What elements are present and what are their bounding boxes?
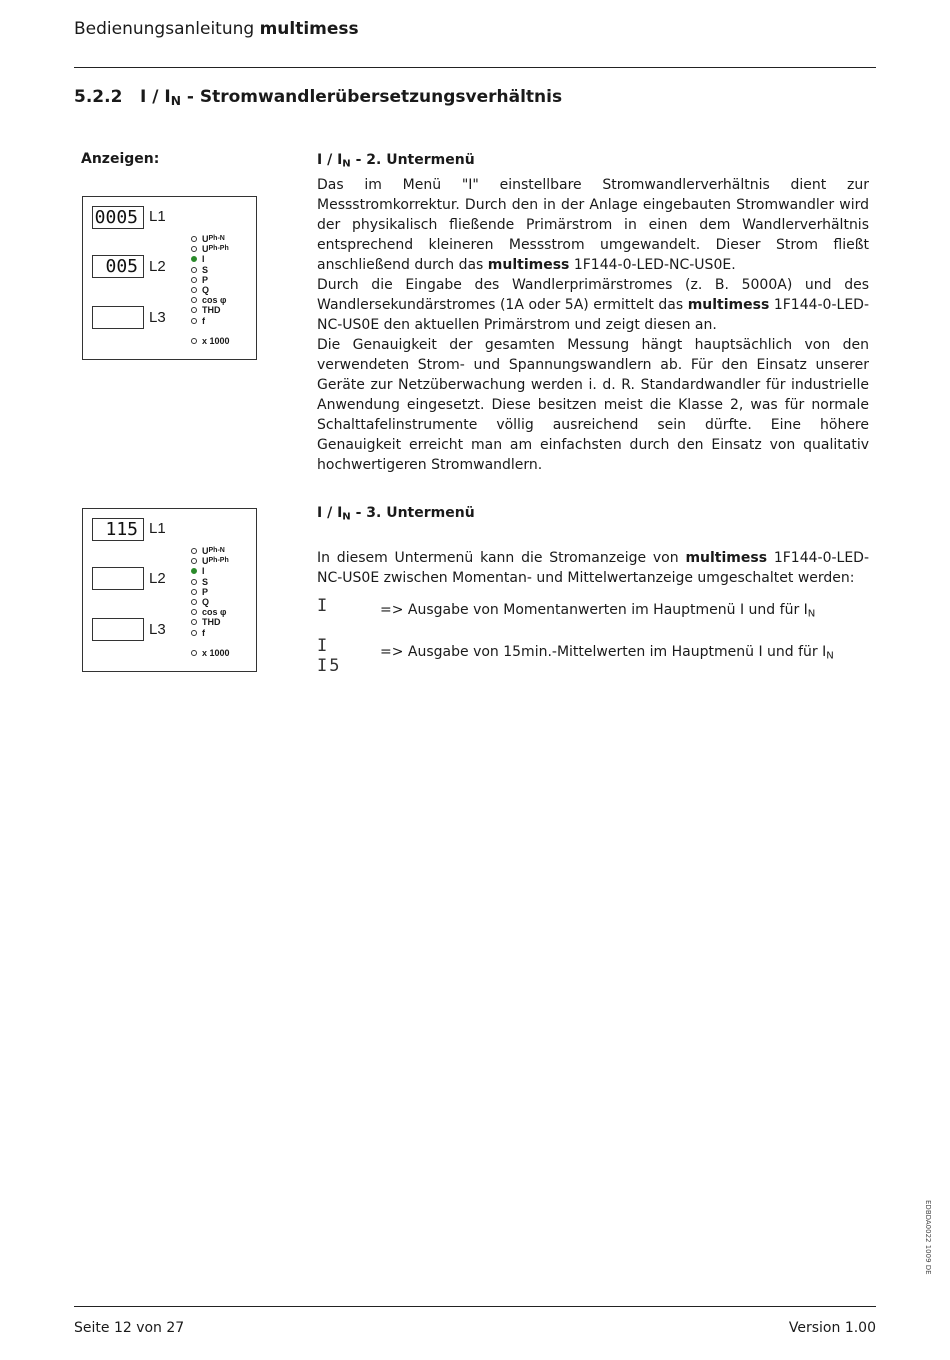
footer-rule xyxy=(74,1306,876,1307)
indicator-label: U xyxy=(202,556,209,567)
indicator-label: cos φ xyxy=(202,295,227,306)
indicator-row xyxy=(191,275,230,285)
indicator-row xyxy=(191,265,230,275)
submenu2-heading: I / $I_N - 2$. Untermenü xyxy=(317,152,475,170)
header-title: Bedienungsanleitung multimess xyxy=(74,19,359,39)
indicator-row xyxy=(191,316,230,326)
led-inactive-icon xyxy=(191,630,197,636)
phase-label-l2: L2 xyxy=(149,570,166,587)
led-inactive-icon xyxy=(191,609,197,615)
lcd-l1: 115 xyxy=(92,518,144,541)
submenu3-paragraph: In diesem Untermenü kann die Stromanzeige von multimess 1F144-0-LED-NC-US0E zwischen Momentan- und Mittelwertanzeige umgeschaltet werden: xyxy=(317,549,870,586)
led-inactive-icon xyxy=(191,318,197,324)
lcd-l1: 0005 xyxy=(92,206,144,229)
indicator-label: P xyxy=(202,586,209,597)
version-label: Version 1.00 xyxy=(788,1320,876,1336)
led-active-icon xyxy=(191,256,197,262)
submenu2-text xyxy=(317,150,869,475)
led-inactive-icon xyxy=(191,338,197,344)
anzeigen-label: Anzeigen: xyxy=(81,151,160,167)
lcd-l2 xyxy=(92,567,144,590)
document-code: EDBDA0022 1009 DE xyxy=(924,1200,932,1275)
indicator-label: U xyxy=(202,244,209,255)
indicator-row xyxy=(191,295,230,305)
indicator-label: U xyxy=(202,234,209,244)
led-inactive-icon xyxy=(191,599,197,605)
phase-label-l3: L3 xyxy=(149,621,166,638)
section-number: 5.2.2 xyxy=(74,87,123,107)
led-inactive-icon xyxy=(191,548,197,554)
multiplier-label: x 1000 xyxy=(202,335,230,346)
page-number: Seite 12 von 27 xyxy=(74,1320,185,1336)
indicator-row: U Ph-Ph xyxy=(191,556,230,566)
multiplier-label: x 1000 xyxy=(202,647,230,658)
indicator-label: f xyxy=(202,315,205,326)
submenu3-heading: I / $I_N - 3$. Untermenü xyxy=(317,505,475,523)
indicator-list xyxy=(191,546,230,658)
multiplier-row xyxy=(191,648,230,658)
header-rule xyxy=(74,67,876,68)
indicator-label: Q xyxy=(202,284,210,295)
led-inactive-icon xyxy=(191,579,197,585)
lcd-l3 xyxy=(92,618,144,641)
section-title: 5.2.2 I / $I_N$ - Stromwandlerübersetzungsverhältnis xyxy=(74,87,563,109)
indicator-row xyxy=(191,254,230,264)
led-inactive-icon xyxy=(191,287,197,293)
display-panel-2 xyxy=(82,508,257,672)
led-inactive-icon xyxy=(191,236,197,242)
header-brand: multimess xyxy=(259,19,359,39)
led-inactive-icon xyxy=(191,307,197,313)
lcd-l3 xyxy=(92,306,144,329)
led-inactive-icon xyxy=(191,558,197,564)
phase-label-l2: L2 xyxy=(149,258,166,275)
indicator-label: cos φ xyxy=(202,607,227,618)
option-text: => Ausgabe von 15min.-Mittelwerten im Hauptmenü I und für $I_N$ xyxy=(380,644,834,662)
indicator-row xyxy=(191,597,230,607)
led-inactive-icon xyxy=(191,267,197,273)
option-lcd-symbol: I I5 xyxy=(317,636,342,676)
option-text: => Ausgabe von Momentanwerten im Hauptmenü I und für $I_N$ xyxy=(380,602,816,620)
indicator-row: U Ph-Ph xyxy=(191,244,230,254)
option-lcd-symbol: I xyxy=(317,596,330,616)
indicator-row xyxy=(191,617,230,627)
indicator-label: S xyxy=(202,264,209,275)
indicator-row xyxy=(191,607,230,617)
led-inactive-icon xyxy=(191,650,197,656)
multiplier-row xyxy=(191,336,230,346)
display-panel-1 xyxy=(82,196,257,360)
indicator-label: U xyxy=(202,546,209,556)
phase-label-l1: L1 xyxy=(149,208,166,225)
submenu2-paragraph-2: Durch die Eingabe des Wandlerprimärstromes (z. B. 5000A) und des Wandlersekundärstromes (1A oder 5A) ermittelt das multimess 1F144-0-LED-NC-US0E den aktuellen Primärstrom und zeigt diesen an. xyxy=(317,276,869,333)
submenu2-paragraph-1: Das im Menü "I" einstellbare Stromwandlerverhältnis dient zur Messstromkorrektur. Durch den in der Anlage eingebauten Stromwandler wird der physikalisch fließende Primärstrom in einen dem Wandlerverhältnis entsprechend kleineren Messstrom umgewandelt. Dieser Strom fließt anschließend durch das multimess 1F144-0-LED-NC-US0E. xyxy=(317,176,869,273)
submenu2-paragraph-3: Die Genauigkeit der gesamten Messung hängt hauptsächlich von den verwendeten Strom- und Spannungswandlern ab. Für den Einsatz unserer Geräte zur Netzüberwachung werden i. d. R. Standardwandler für industrielle Anwendung eingesetzt. Diese besitzen meist die Klasse 2, was für normale Schalttafelinstrumente völlig ausreichend sein dürfte. Eine höhere Genauigkeit erreicht man am einfachsten durch den Einsatz von qualitativ hochwertigeren Stromwandlern. xyxy=(317,336,869,473)
indicator-row xyxy=(191,285,230,295)
indicator-row xyxy=(191,628,230,638)
indicator-row xyxy=(191,577,230,587)
indicator-label: THD xyxy=(202,617,221,628)
indicator-row xyxy=(191,587,230,597)
indicator-label: Q xyxy=(202,596,210,607)
indicator-label: S xyxy=(202,576,209,587)
led-inactive-icon xyxy=(191,246,197,252)
indicator-label: f xyxy=(202,627,205,638)
indicator-row xyxy=(191,305,230,315)
indicator-row xyxy=(191,566,230,576)
led-inactive-icon xyxy=(191,589,197,595)
phase-label-l3: L3 xyxy=(149,309,166,326)
phase-label-l1: L1 xyxy=(149,520,166,537)
submenu3-text xyxy=(317,503,869,588)
led-inactive-icon xyxy=(191,277,197,283)
indicator-label: P xyxy=(202,274,209,285)
led-inactive-icon xyxy=(191,297,197,303)
indicator-label: I xyxy=(202,566,205,577)
lcd-l2: 005 xyxy=(92,255,144,278)
indicator-label: I xyxy=(202,254,205,265)
indicator-row: U Ph-N xyxy=(191,546,230,556)
indicator-list xyxy=(191,234,230,346)
led-active-icon xyxy=(191,568,197,574)
indicator-row: U Ph-N xyxy=(191,234,230,244)
indicator-label: THD xyxy=(202,305,221,316)
led-inactive-icon xyxy=(191,619,197,625)
